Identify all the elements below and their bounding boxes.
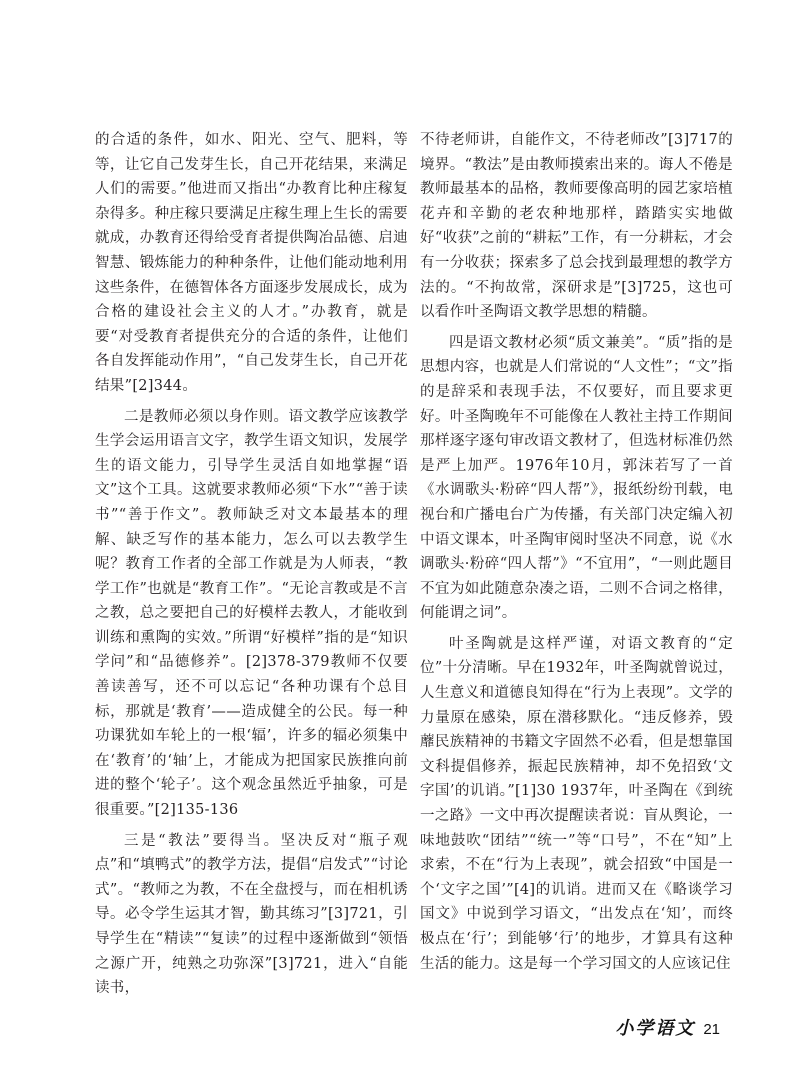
right-column — [420, 128, 733, 976]
journal-name: 小学语文 — [615, 1018, 696, 1039]
left-paragraph-2: 二是教师必须以身作则。语文教学应该教学生学会运用语言文字，教学生语文知识，发展学生的语文能力，引导学生灵活自如地掌握“语文”这个工具。这就要求教师必须“下水”“善于读书”“善于作文”。教师缺乏对文本最基本的理解、缺乏写作的基本能力，怎么可以去教学生呢？教育工作者的全部工作就是为人师表，“教学工作”也就是“教育工作”。“无论言教或是不言之教，总之要把自己的好模样去教人，才能收到训练和熏陶的实效。”所谓“好模样”指的是“知识学问”和“品德修养”。[2]378-379教师不仅要善读善写，还不可以忘记“各种功课有个总目标，那就是‘教育’——造成健全的公民。每一种功课犹如车轮上的一根‘辐’，许多的辐必须集中在‘教育’的‘轴’上，才能成为把国家民族推向前进的整个‘轮子’。这个观念虽然近乎抽象，可是很重要。”[2]135-136 — [95, 408, 408, 819]
left-paragraph-3: 三是“教法”要得当。坚决反对“瓶子观点”和“填鸭式”的教学方法，提倡“启发式”“讨论式”。“教师之为教，不在全盘授与，而在相机诱导。必令学生运其才智，勤其练习”[3]721，引导学生在“精读”“复读”的过程中逐渐做到“领悟之源广开，纯熟之功弥深”[3]721，进入“自能读书， — [95, 832, 408, 997]
page-number: 21 — [703, 1021, 720, 1038]
right-paragraph-1: 不待老师讲，自能作文，不待老师改”[3]717的境界。“教法”是由教师摸索出来的。诲人不倦是教师最基本的品格，教师要像高明的园艺家培植花卉和辛勤的老农种地那样，踏踏实实地做好“收获”之前的“耕耘”工作，有一分耕耘，才会有一分收获；探索多了总会找到最理想的教学方法的。“不拘故常，深研求是”[3]725，这也可以看作叶圣陶语文教学思想的精髓。 — [420, 132, 733, 321]
left-paragraph-1: 的合适的条件，如水、阳光、空气、肥料，等等，让它自己发芽生长，自己开花结果，来满足人们的需要。”他进而又指出“办教育比种庄稼复杂得多。种庄稼只要满足庄稼生理上生长的需要就成，办教育还得给受育者提供陶冶品德、启迪智慧、锻炼能力的种种条件，让他们能动地利用这些条件，在德智体各方面逐步发展成长，成为合格的建设社会主义的人才。”办教育，就是要“对受教育者提供充分的合适的条件，让他们各自发挥能动作用”，“自己发芽生长，自己开花结果”[2]344。 — [95, 132, 408, 394]
right-paragraph-2: 四是语文教材必须“质文兼美”。“质”指的是思想内容，也就是人们常说的“人文性”；“文”指的是辞采和表现手法，不仅要好，而且要求更好。叶圣陶晚年不可能像在人教社主持工作期间那样逐字逐句审改语文教材了，但选材标准仍然是严上加严。1976年10月，郭沫若写了一首《水调歌头·粉碎“四人帮”》，报纸纷纷刊载，电视台和广播电台广为传播，有关部门决定编入初中语文课本，叶圣陶审阅时坚决不同意，说《水调歌头·粉碎“四人帮”》“不宜用”，“一则此题目不宜为如此随意杂凑之语，二则不合词之格律，何能谓之词”。 — [420, 334, 733, 622]
left-column — [95, 128, 408, 1001]
right-paragraph-3: 叶圣陶就是这样严谨，对语文教育的“定位”十分清晰。早在1932年，叶圣陶就曾说过，人生意义和道德良知得在“行为上表现”。文学的力量原在感染，原在潜移默化。“违反修养，毁蘼民族精神的书籍文字固然不必看，但是想靠国文科提倡修养，振起民族精神，却不免招致‘文字国’的讥诮。”[1]30 1937年，叶圣陶在《到统一之路》一文中再次提醒读者说：盲从舆论，一味地鼓吹“团结”“统一”等“口号”，不在“知”上求索，不在“行为上表现”，就会招致“中国是一个‘文字之国’”[4]的讥诮。进而又在《略谈学习国文》中说到学习语文，“出发点在‘知’，而终极点在‘行’；到能够‘行’的地步，才算具有这种生活的能力。这是每一个学习国文的人应该记住 — [420, 635, 733, 972]
page-footer — [615, 1014, 720, 1040]
